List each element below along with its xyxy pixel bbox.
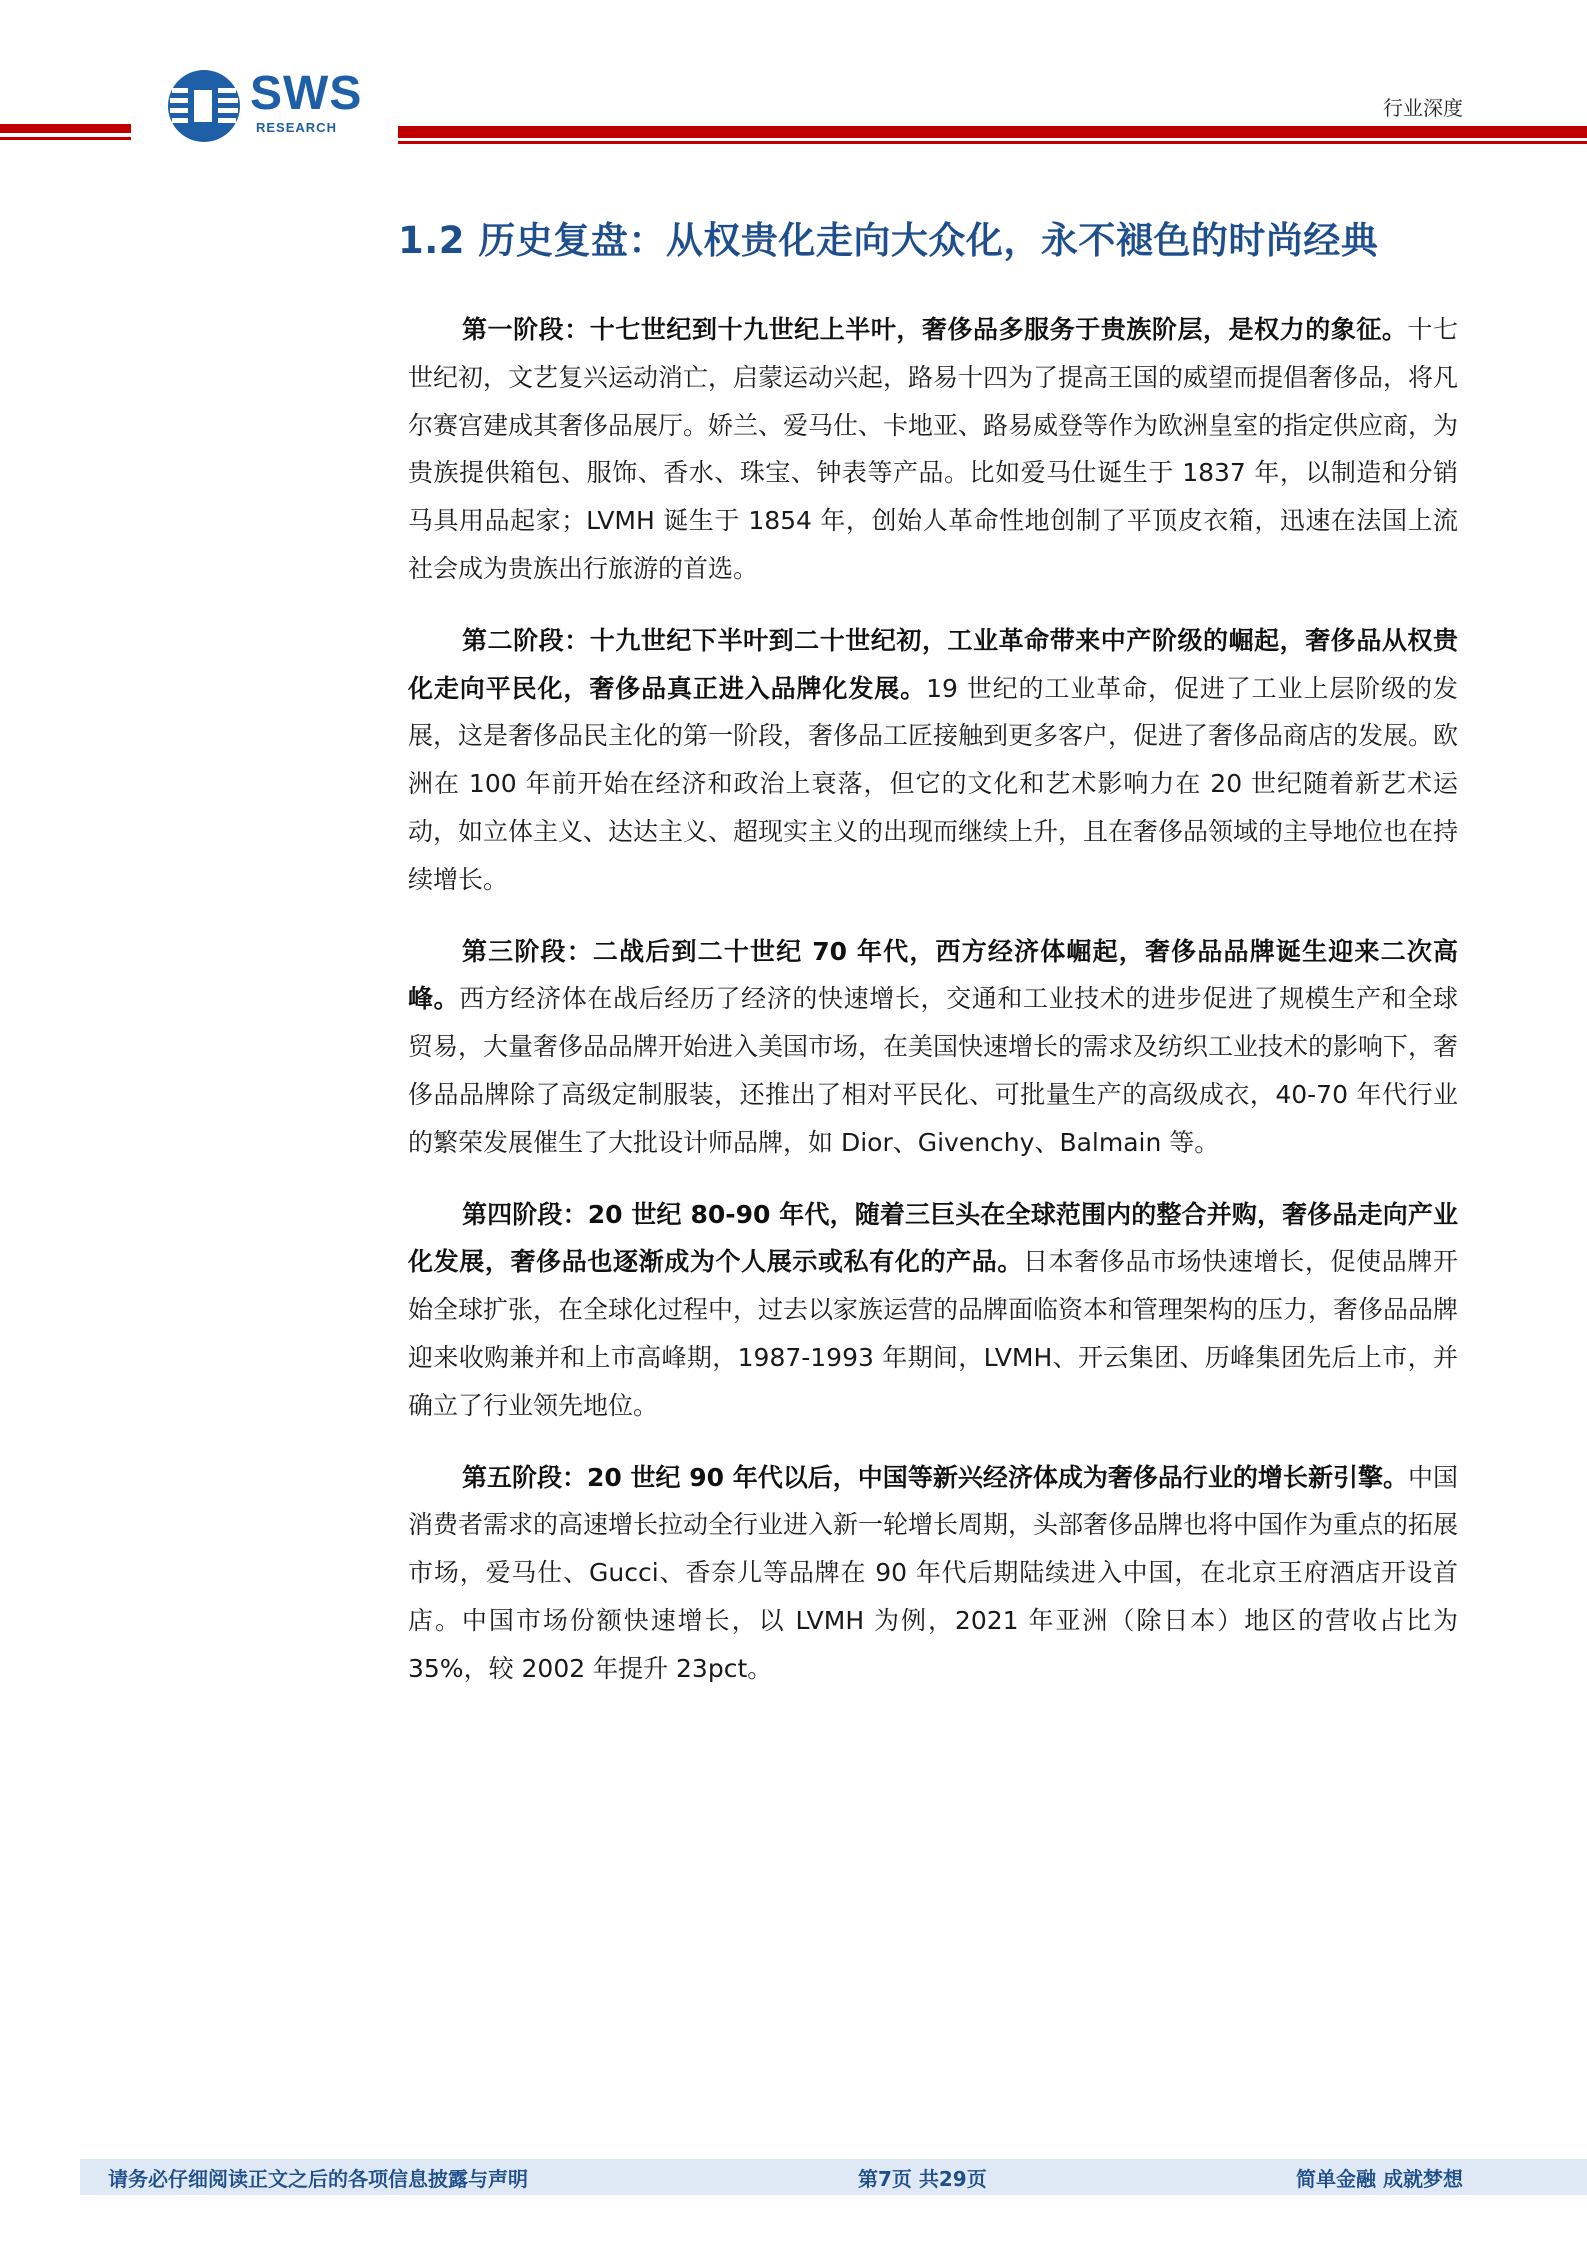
paragraph-lead: 第四阶段：20 世纪 80-90 年代，随着三巨头在全球范围内的整合并购，奢侈品走向产业化发展，奢侈品也逐渐成为个人展示或私有化的产品。 [408,1199,1458,1277]
paragraph-lead: 第五阶段：20 世纪 90 年代以后，中国等新兴经济体成为奢侈品行业的增长新引擎。 [462,1462,1408,1492]
paragraph-stage-1 [408,306,1458,593]
paragraph-body: 日本奢侈品市场快速增长，促使品牌开始全球扩张，在全球化过程中，过去以家族运营的品牌面临资本和管理架构的压力，奢侈品品牌迎来收购兼并和上市高峰期，1987-1993 年期间，LVMH、开云集团、历峰集团先后上市，并确立了行业领先地位。 [408,1247,1459,1420]
paragraph-body: 西方经济体在战后经历了经济的快速增长，交通和工业技术的进步促进了规模生产和全球贸易，大量奢侈品品牌开始进入美国市场，在美国快速增长的需求及纺织工业技术的影响下，奢侈品品牌除了高级定制服装，还推出了相对平民化、可批量生产的高级成衣，40-70 年代行业的繁荣发展催生了大批设计师品牌，如 Dior、Givenchy、Balmain 等。 [408,984,1459,1157]
sws-logo [160,66,390,150]
logo-subtext: RESEARCH [256,120,337,135]
section-title: 1.2 历史复盘：从权贵化走向大众化，永不褪色的时尚经典 [398,219,1379,262]
paragraph-lead: 第一阶段：十七世纪到十九世纪上半叶，奢侈品多服务于贵族阶层，是权力的象征。 [462,315,1408,344]
paragraph-stage-5 [408,1454,1458,1693]
header-rule-right-thin [398,141,1587,144]
paragraph-stage-4 [408,1191,1458,1430]
report-category: 行业深度 [1383,96,1463,120]
paragraph-lead: 第二阶段：十九世纪下半叶到二十世纪初，工业革命带来中产阶级的崛起，奢侈品从权贵化走向平民化，奢侈品真正进入品牌化发展。 [408,625,1458,703]
header-rule-left [0,124,131,133]
header-rule-left-thin [0,137,131,140]
footer-slogan: 简单金融 成就梦想 [1296,2167,1463,2191]
paragraph-body: 中国消费者需求的高速增长拉动全行业进入新一轮增长周期，头部奢侈品牌也将中国作为重点的拓展市场，爱马仕、Gucci、香奈儿等品牌在 90 年代后期陆续进入中国，在北京王府酒店开设首店。中国市场份额快速增长，以 LVMH 为例，2021 年亚洲（除日本）地区的营收占比为 35%，较 2002 年提升 23pct。 [408,1462,1459,1683]
page-number: 第7页 共29页 [858,2167,987,2191]
body-content [408,306,1458,1717]
footer-disclaimer: 请务必仔细阅读正文之后的各项信息披露与声明 [108,2167,528,2191]
paragraph-body: 十七世纪初，文艺复兴运动消亡，启蒙运动兴起，路易十四为了提高王国的威望而提倡奢侈品，将凡尔赛宫建成其奢侈品展厅。娇兰、爱马仕、卡地亚、路易威登等作为欧洲皇室的指定供应商，为贵族提供箱包、服饰、香水、珠宝、钟表等产品。比如爱马仕诞生于 1837 年，以制造和分销马具用品起家；LVMH 诞生于 1854 年，创始人革命性地创制了平顶皮衣箱，迅速在法国上流社会成为贵族出行旅游的首选。 [408,315,1459,583]
logo-text: SWS [250,67,363,120]
paragraph-stage-2 [408,617,1458,904]
paragraph-lead: 第三阶段：二战后到二十世纪 70 年代，西方经济体崛起，奢侈品品牌诞生迎来二次高峰。 [408,936,1458,1014]
header-rule-right [398,126,1587,138]
paragraph-body: 19 世纪的工业革命，促进了工业上层阶级的发展，这是奢侈品民主化的第一阶段，奢侈品工匠接触到更多客户，促进了奢侈品商店的发展。欧洲在 100 年前开始在经济和政治上衰落，但它的文化和艺术影响力在 20 世纪随着新艺术运动，如立体主义、达达主义、超现实主义的出现而继续上升，且在奢侈品领域的主导地位也在持续增长。 [408,673,1459,894]
paragraph-stage-3 [408,928,1458,1167]
sws-logo-mark-icon [166,68,242,144]
